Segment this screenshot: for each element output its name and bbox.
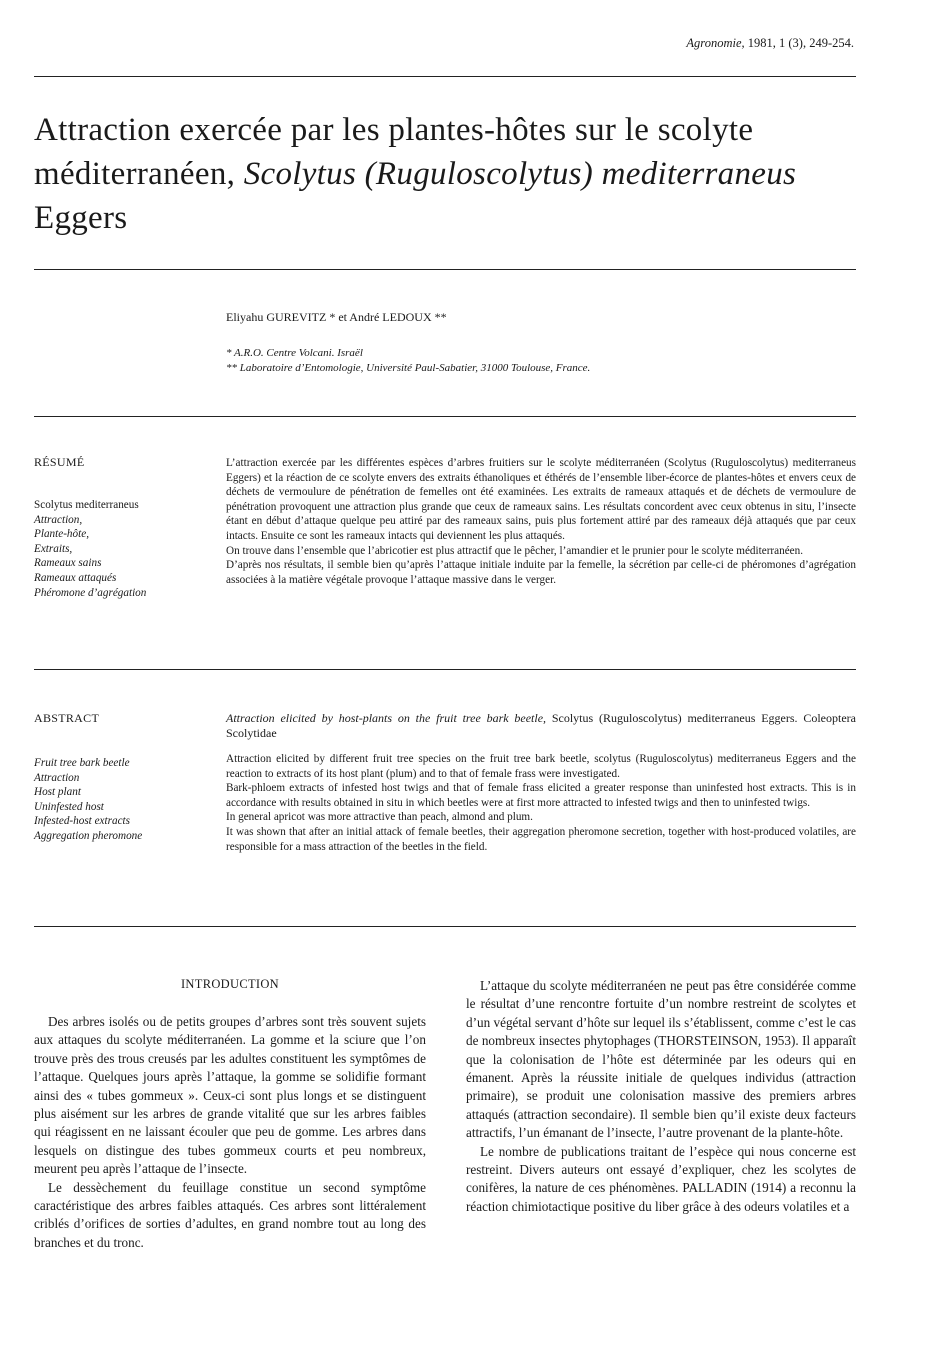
abstract-keywords — [34, 756, 142, 844]
abstract-english-title: Attraction elicited by host-plants on the fruit tree bark beetle, Scolytus (Ruguloscolytus) mediterraneus Eggers. Coleoptera Scolytidae — [226, 711, 856, 740]
resume-paragraph: On trouve dans l’ensemble que l’abricotier est plus attractif que le pêcher, l’amandier et le prunier pour le scolyte méditerranéen. — [226, 544, 804, 557]
resume-paragraph: D’après nos résultats, il semble bien qu’après l’attaque initiale induite par la femelle, la sécrétion par celle-ci de phéromones d’agrégation associées à la matière végétale provoque l’attaque massive dans le verger. — [226, 559, 856, 586]
species-name: Scolytus (Ruguloscolytus) mediterraneus — [243, 156, 797, 192]
keyword: Attraction — [34, 771, 80, 784]
abstract-heading: ABSTRACT — [34, 711, 100, 725]
journal-name: Agronomie, — [686, 36, 745, 50]
body-paragraph: Des arbres isolés ou de petits groupes d’arbres sont très souvent sujets aux attaques du scolyte méditerranéen. La gomme et la sciure que l’on trouve près des trous creusés par les adultes constituent les symptômes de l’attaque. Quelques jours après l’attaque, la gomme se solidifie formant ainsi des « tubes gommeux ». Ceux-ci sont plus longs et se distinguent plus aisément sur les arbres de grande vitalité que sur les arbres faibles qui réagissent en ne laissant écouler que peu de gomme. Les arbres dans lesquels on distingue des tubes gommeux courts et peu nombreux, meurent peu après l’attaque de l’insecte. — [34, 1014, 426, 1177]
header-rule — [34, 76, 856, 77]
paper-title: Attraction exercée par les plantes-hôtes sur le scolyte méditerranéen, Scolytus (Ruguloscolytus) mediterraneus Eggers — [34, 112, 797, 236]
abstract-body — [226, 752, 856, 854]
keyword: Extraits, — [34, 542, 73, 555]
body-paragraph: Le dessèchement du feuillage constitue un second symptôme caractéristique des arbres faibles attaqués. Ces arbres sont littéralement criblés d’orifices de sorties d’adultes, en grand nombre tout au long des branches et du tronc. — [34, 1179, 426, 1250]
affiliation-2: ** Laboratoire d’Entomologie, Université Paul-Sabatier, 31000 Toulouse, France. — [226, 362, 591, 374]
authors: Eliyahu GUREVITZ * et André LEDOUX ** — [226, 310, 447, 324]
keyword: Fruit tree bark beetle — [34, 757, 130, 769]
abstract-paragraph: In general apricot was more attractive than peach, almond and plum. — [226, 811, 533, 824]
title-rule — [34, 269, 856, 270]
citation-details: 1981, 1 (3), 249-254. — [747, 36, 854, 50]
resume-keywords — [34, 498, 146, 600]
introduction-heading: INTRODUCTION — [180, 977, 280, 991]
keyword: Aggregation pheromone — [34, 829, 143, 842]
keyword: Rameaux attaqués — [34, 571, 117, 584]
keyword: Uninfested host — [34, 800, 104, 813]
keyword: Attraction, — [34, 513, 83, 526]
resume-heading: RÉSUMÉ — [34, 455, 85, 469]
keyword: Rameaux sains — [34, 557, 102, 570]
body-paragraph: L’attaque du scolyte méditerranéen ne peut pas être considérée comme le résultat d’une rencontre fortuite d’un nombre restreint de scolytes et d’un végétal servant d’hôte sur lequel ils s’établissent, comme c’est le cas de nombreux insectes phytophages (THORSTEINSON, 1953). Il apparaît que la colonisation de l’hôte est déterminée par les odeurs qui en émanent. Après la réussite initiale de quelques individus (attraction primaire), se produit une colonisation massive des premiers arbres attaqués (attraction secondaire). Il semble bien qu’il existe deux facteurs attractifs, l’un émanant de l’insecte, l’autre provenant de la plante-hôte. — [466, 978, 856, 1141]
abstract-paragraph: It was shown that after an initial attack of female beetles, their aggregation pheromone secretion, together with host-produced volatiles, are responsible for a mass attraction of the beetles in the field. — [226, 825, 856, 853]
introduction-left-column — [34, 1013, 426, 1252]
resume-paragraph: L’attraction exercée par les différentes espèces d’arbres fruitiers sur le scolyte méditerranéen (Scolytus (Ruguloscolytus) mediterraneus Eggers) et la réaction de ce scolyte envers des extraits éthanoliques et éthérés de l’ensemble liber-écorce de plantes-hôtes et envers ceux de déchets de vermoulure de pénétration de femelles ont été examinées. Les extraits de rameaux attaqués et de déchets de vermoulure de pénétration provoquent une attraction plus grande que ceux de rameaux sains. Les résultats concordent avec ceux obtenus in situ, l’insecte étant en début d’attaque quelque peu attiré par des rameaux sains, puis plus fortement attiré par des rameaux déjà attaqués que par ceux intacts. Ensuite ce sont les rameaux intacts qui deviennent les plus attaqués. — [226, 457, 856, 542]
abstract-paragraph: Attraction elicited by different fruit tree species on the fruit tree bark beetle, scolytus (Ruguloscolytus) mediterraneus Eggers and the reaction to extracts of its host plant (plum) and to that of female frass were investigated. — [226, 753, 856, 780]
keyword: Scolytus mediterraneus — [34, 499, 139, 511]
body-paragraph: Le nombre de publications traitant de l’espèce qui nous concerne est restreint. Divers auteurs ont essayé d’expliquer, chez les scolytes de conifères, la nature de ces phénomènes. PALLADIN (1914) a reconnu la réaction chimiotactique positive du liber grâce à des odeurs volatiles et a — [466, 1143, 856, 1214]
resume-rule — [34, 669, 856, 670]
keyword: Phéromone d’agrégation — [34, 586, 147, 599]
resume-body — [226, 456, 856, 587]
abstract-rule — [34, 926, 856, 927]
keyword: Plante-hôte, — [34, 528, 89, 541]
journal-citation — [686, 36, 854, 51]
authors-rule — [34, 416, 856, 417]
keyword: Infested-host extracts — [34, 815, 131, 828]
keyword: Host plant — [34, 786, 81, 799]
abstract-paragraph: Bark-phloem extracts of infested host twigs and that of female frass elicited a greater response than uninfested host extracts. This is in accordance with results obtained in situ in which beetles were at first more attracted to infested twigs and then to uninfested twigs. — [226, 782, 856, 809]
introduction-right-column — [466, 977, 856, 1216]
affiliation-1: * A.R.O. Centre Volcani. Israël — [226, 347, 363, 359]
